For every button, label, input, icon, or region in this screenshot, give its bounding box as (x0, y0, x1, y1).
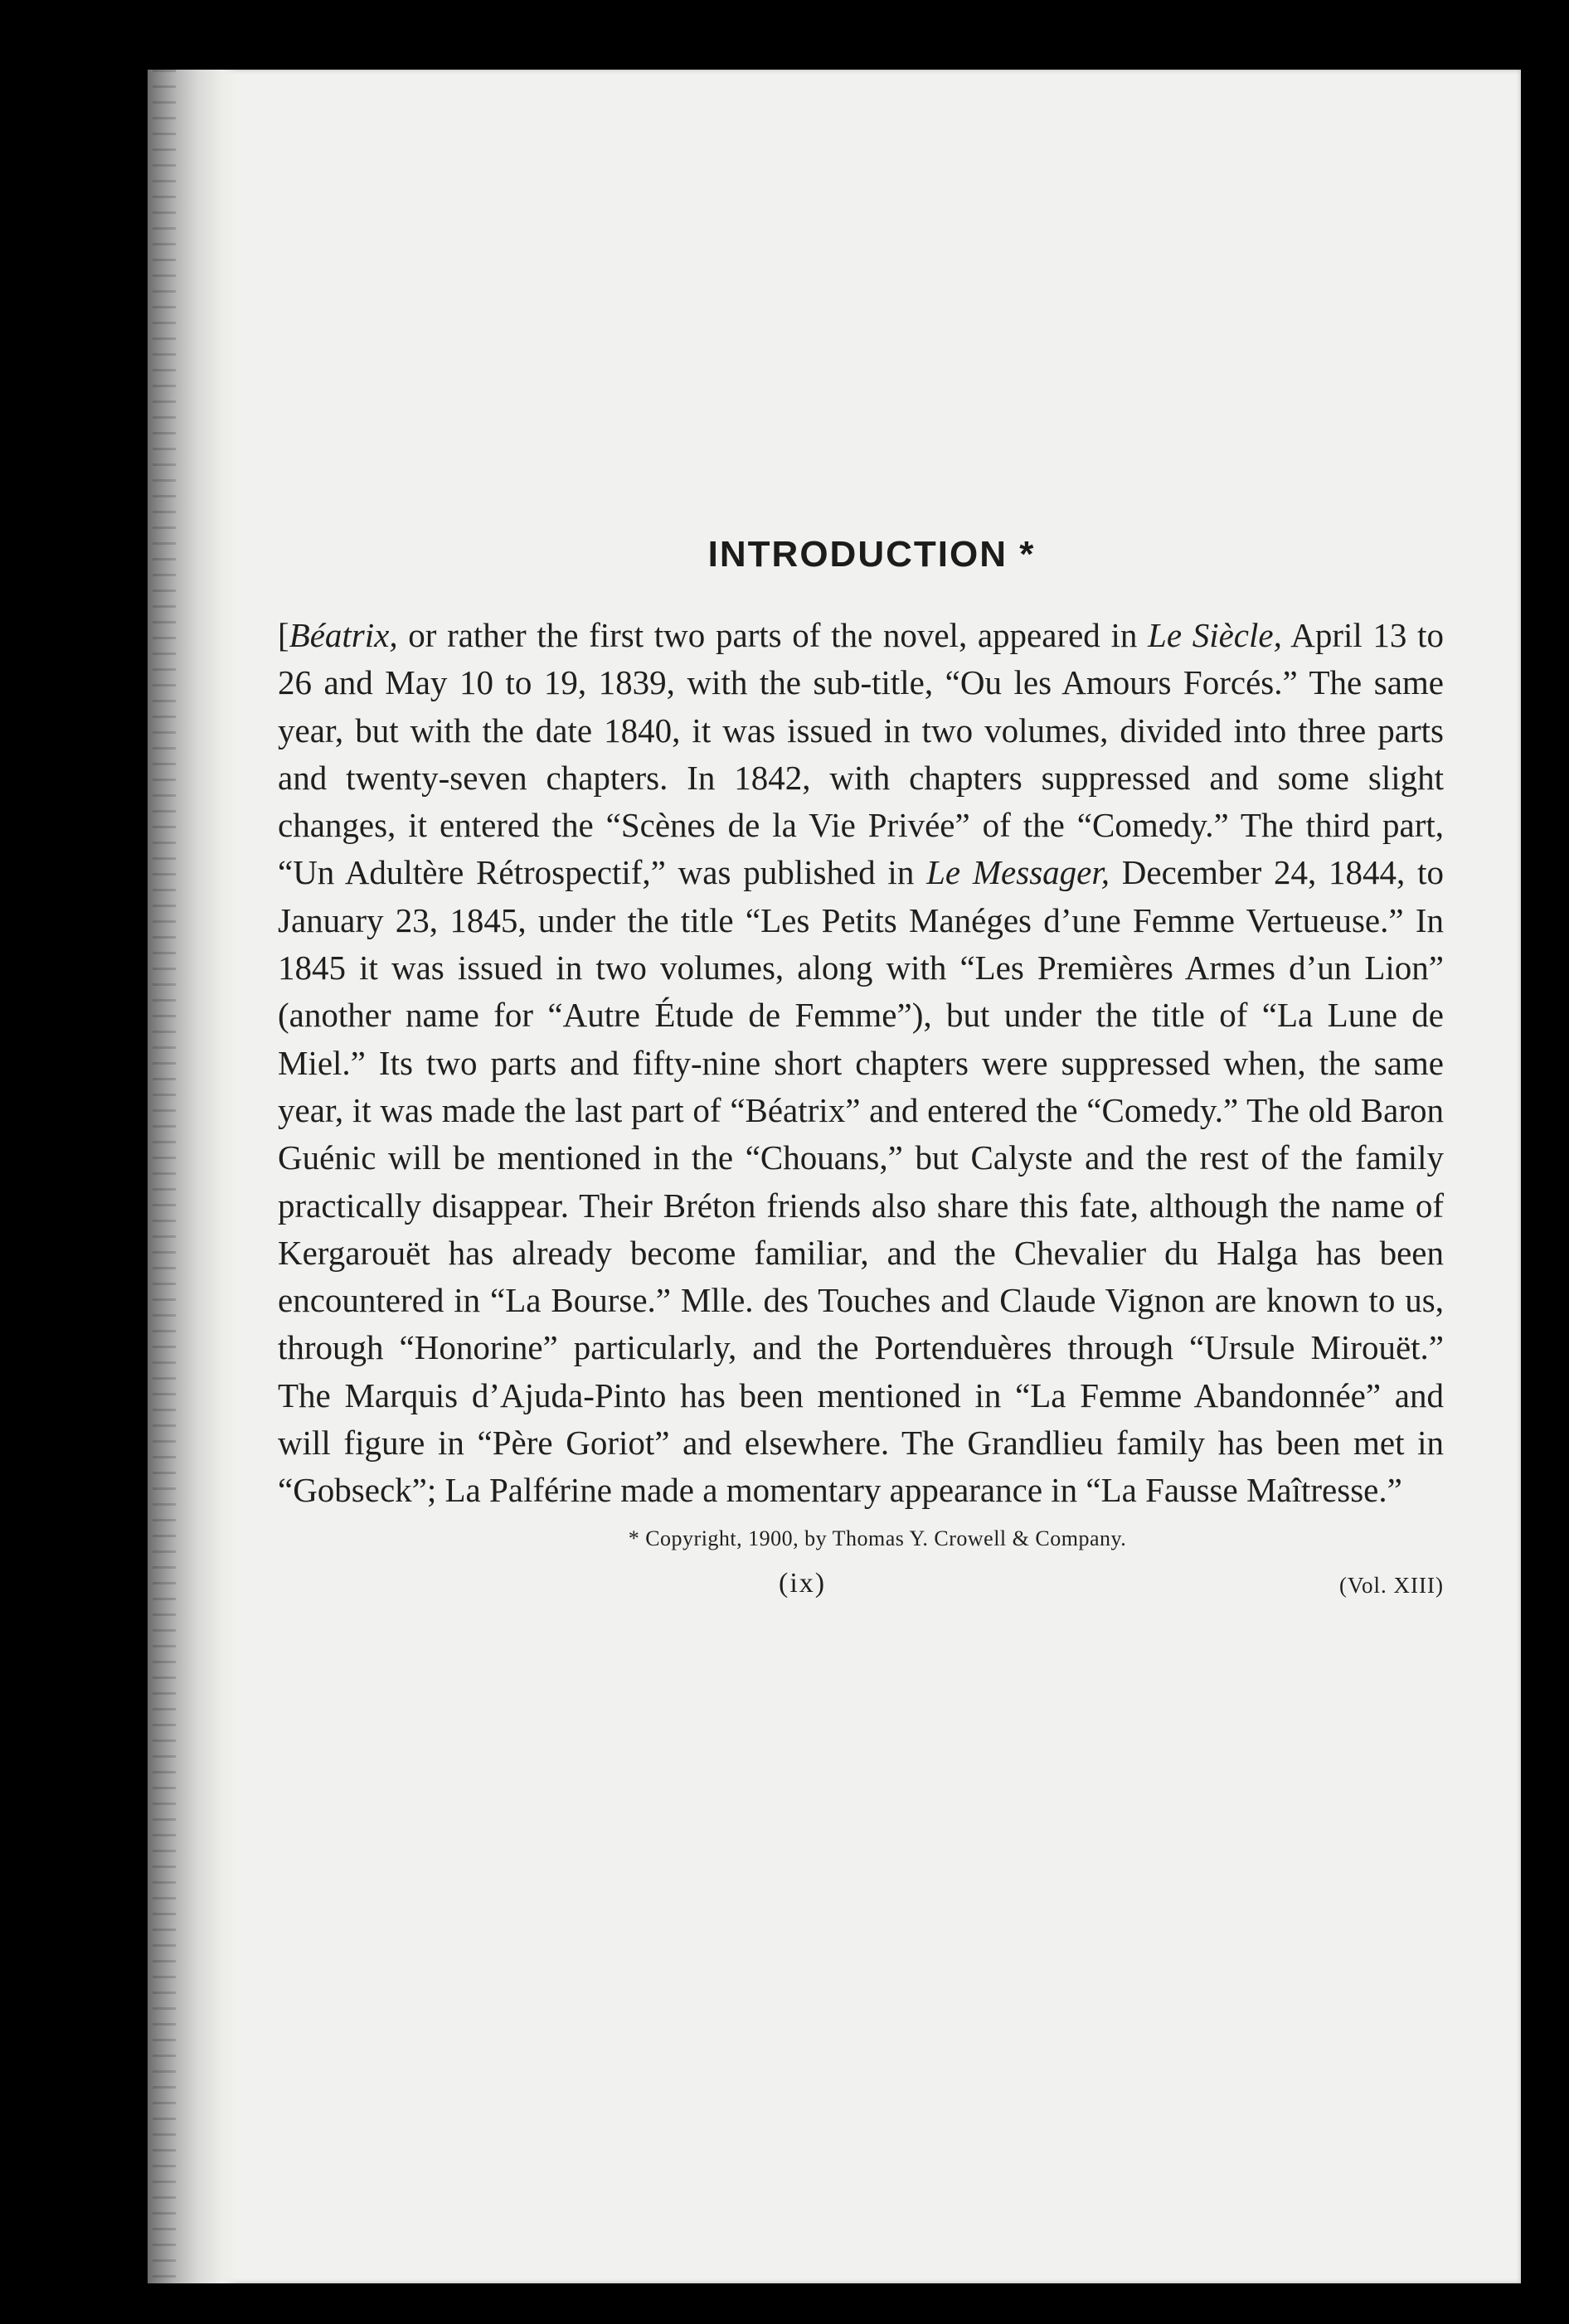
paragraph-text-2: April 13 to 26 and May 10 to 19, 1839, with the sub-title, “Ou les Amours Forcés.” The same year, but with the date 1840, it was issued in two volumes, divided into three parts and twenty-seven chapters. In 1842, with chapters suppressed and some slight changes, it entered the “Scènes de la Vie Privée” of the “Comedy.” The third part, “Un Adultère Rétrospectif,” was published in (278, 616, 1444, 892)
volume-label: (Vol. XIII) (1339, 1572, 1444, 1598)
binding-edge (153, 70, 176, 2283)
paragraph-text-3: December 24, 1844, to January 23, 1845, under the title “Les Petits Manéges d’une Femme Vertueuse.” In 1845 it was issued in two volumes, along with “Les Premières Armes d’un Lion” (another name for “Autre Étude de Femme”), but under the title of “La Lune de Miel.” Its two parts and fifty-nine short chapters were suppressed when, the same year, it was made the last part of “Béatrix” and entered the “Comedy.” The old Baron Guénic will be mentioned in the “Chouans,” but Calyste and the rest of the family practically disappear. Their Bréton friends also share this fate, although the name of Kergarouët has already become familiar, and the Chevalier du Halga has been encountered in “La Bourse.” Mlle. des Touches and Claude Vignon are known to us, through “Honorine” particularly, and the Portenduères through “Ursule Mirouët.” The Marquis d’Ajuda-Pinto has been mentioned in “La Femme Abandonnée” and will figure in “Père Goriot” and elsewhere. The Grandlieu family has been met in “Gobseck”; La Palférine made a momentary appearance in “La Fausse Maîtresse.” (278, 853, 1444, 1510)
page-content (278, 534, 1444, 1618)
book-page (148, 70, 1521, 2283)
journal-title-le-messager: Le Messager, (926, 853, 1110, 892)
folio-row (278, 1568, 1444, 1618)
paragraph-text-1: or rather the first two parts of the novel, appeared in (397, 616, 1149, 654)
chapter-heading: INTRODUCTION * (707, 534, 1036, 575)
page-number: (ix) (779, 1567, 827, 1599)
copyright-footnote: * Copyright, 1900, by Thomas Y. Crowell & Company. (628, 1526, 1127, 1550)
novel-title: Béatrix, (289, 616, 398, 654)
journal-title-le-siecle: Le Siècle, (1148, 616, 1282, 654)
open-bracket: [ (278, 616, 289, 654)
introduction-paragraph (278, 612, 1444, 1515)
